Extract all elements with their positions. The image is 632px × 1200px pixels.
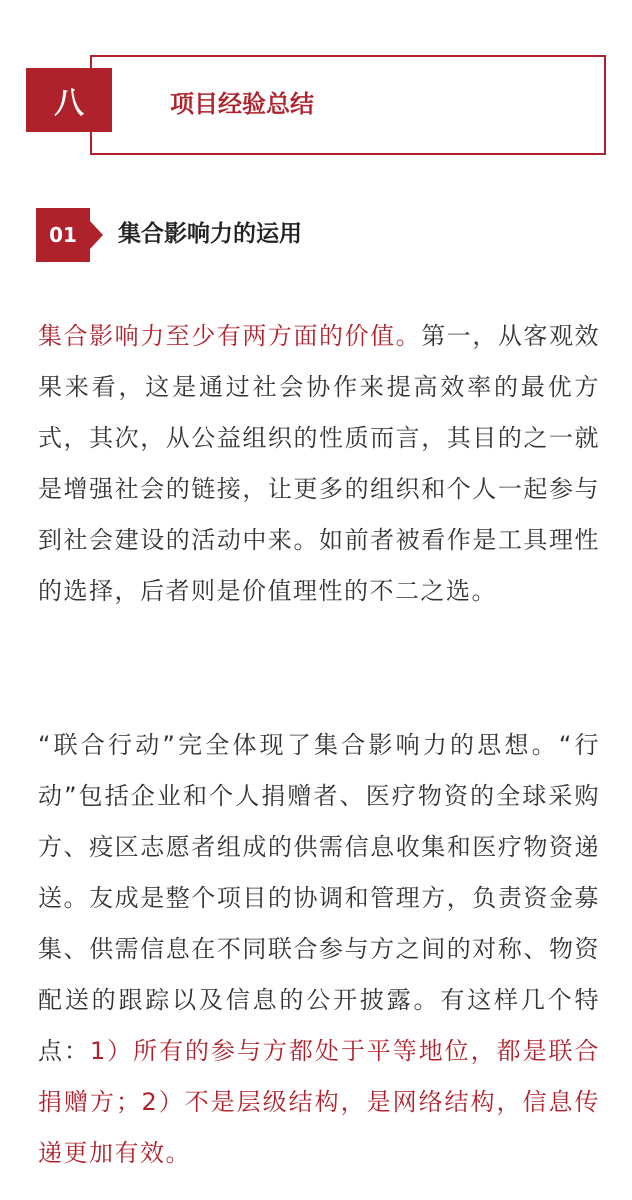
paragraph-2 xyxy=(38,720,600,1179)
subsection-arrow-icon xyxy=(90,221,103,249)
paragraph-1-text: 第一，从客观效果来看，这是通过社会协作来提高效率的最优方式，其次，从公益组织的性质而言，其目的之一就是增强社会的链接，让更多的组织和个人一起参与到社会建设的活动中来。如前者被看作是工具理性的选择，后者则是价值理性的不二之选。 xyxy=(38,322,601,605)
subsection-title: 集合影响力的运用 xyxy=(118,221,302,247)
paragraph-2-highlight: 1）所有的参与方都处于平等地位，都是联合捐赠方；2）不是层级结构，是网络结构，信息传递更加有效。 xyxy=(38,1037,600,1167)
paragraph-1-highlight: 集合影响力至少有两方面的价值。 xyxy=(38,322,422,350)
subsection-number-badge: 01 xyxy=(36,208,90,262)
paragraph-1 xyxy=(38,311,600,617)
section-title: 项目经验总结 xyxy=(170,90,314,118)
section-header-frame xyxy=(90,55,606,155)
paragraph-2-text: “联合行动”完全体现了集合影响力的思想。“行动”包括企业和个人捐赠者、医疗物资的全球采购方、疫区志愿者组成的供需信息收集和医疗物资递送。友成是整个项目的协调和管理方，负责资金募集、供需信息在不同联合参与方之间的对称、物资配送的跟踪以及信息的公开披露。有这样几个特点： xyxy=(38,731,600,1065)
section-number-badge: 八 xyxy=(26,68,112,132)
